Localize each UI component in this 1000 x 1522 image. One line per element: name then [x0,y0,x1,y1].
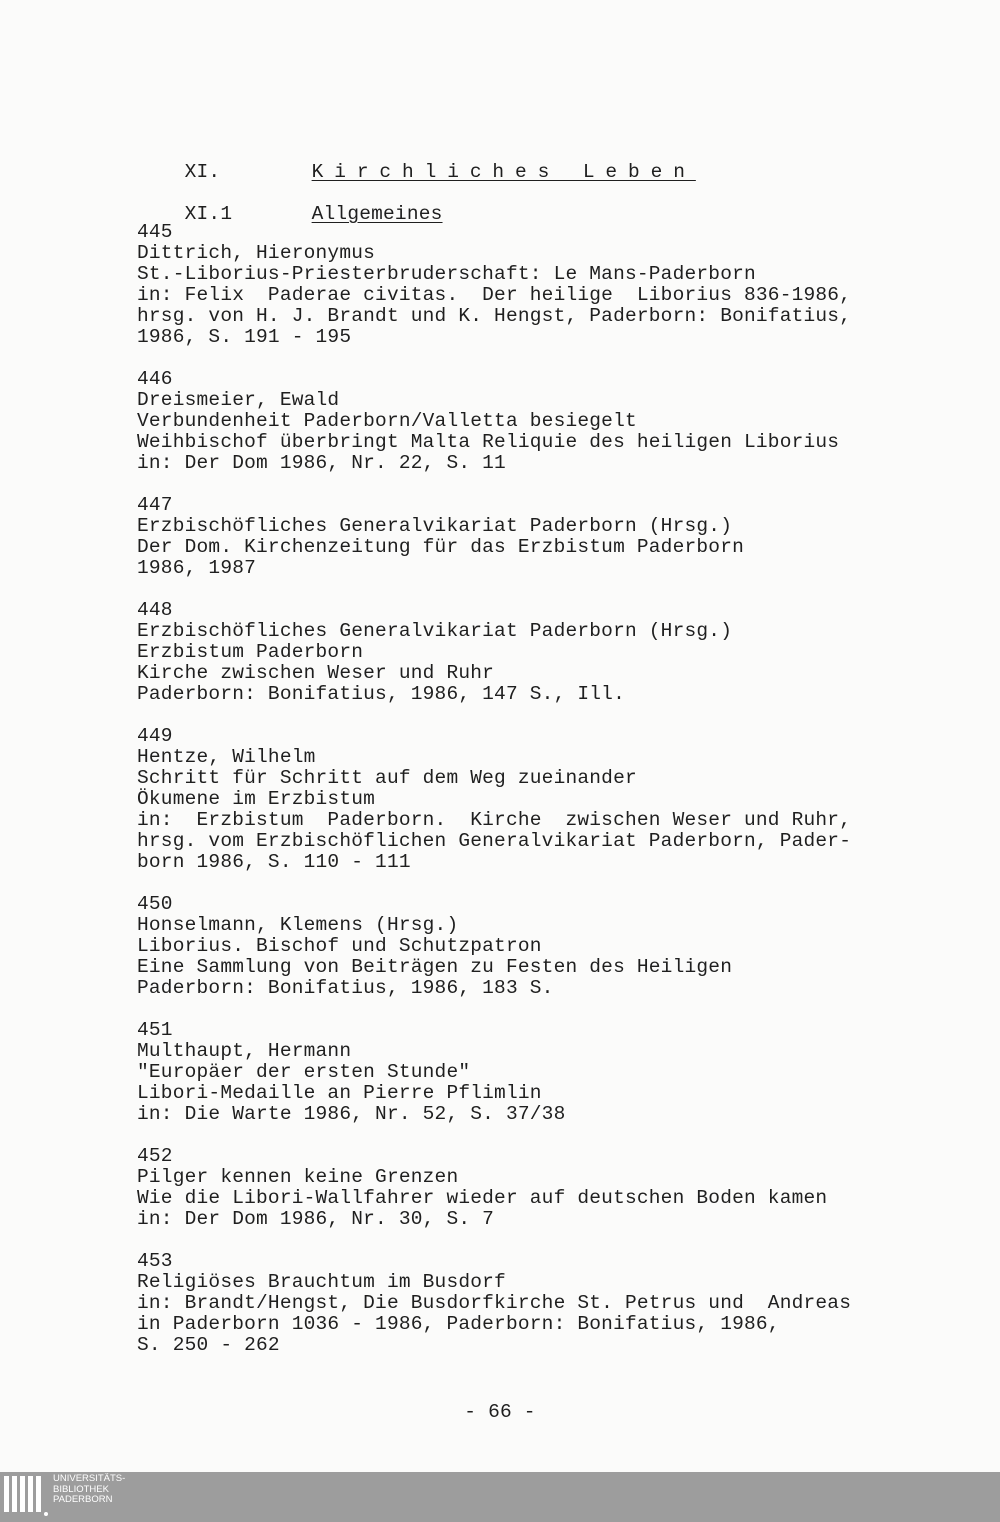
entry-number: 445 [137,221,173,243]
bibliography-list [137,222,917,1377]
entry-line: Paderborn: Bonifatius, 1986, 183 S. [137,977,554,999]
entry-number: 451 [137,1019,173,1041]
bibliography-entry [137,1146,917,1230]
entry-line: 1986, S. 191 - 195 [137,326,352,348]
entry-line: Weihbischof überbringt Malta Reliquie des heiligen Liborius [137,431,840,453]
entry-line: in: Der Dom 1986, Nr. 22, S. 11 [137,452,506,474]
entry-line: St.-Liborius-Priesterbruderschaft: Le Mans-Paderborn [137,263,756,285]
entry-line: in: Brandt/Hengst, Die Busdorfkirche St. Petrus und Andreas [137,1292,852,1314]
entry-line: Kirche zwischen Weser und Ruhr [137,662,495,684]
entry-number: 448 [137,599,173,621]
entry-line: Paderborn: Bonifatius, 1986, 147 S., Ill. [137,683,625,705]
bibliography-entry [137,600,917,705]
entry-line: in Paderborn 1036 - 1986, Paderborn: Bonifatius, 1986, [137,1313,780,1335]
entry-line: S. 250 - 262 [137,1334,280,1356]
entry-line: in: Der Dom 1986, Nr. 30, S. 7 [137,1208,495,1230]
entry-number: 447 [137,494,173,516]
bibliography-entry [137,1020,917,1125]
entry-line: in: Die Warte 1986, Nr. 52, S. 37/38 [137,1103,566,1125]
entry-line: Pilger kennen keine Grenzen [137,1166,459,1188]
entry-line: hrsg. von H. J. Brandt und K. Hengst, Paderborn: Bonifatius, [137,305,852,327]
entry-number: 453 [137,1250,173,1272]
library-name-line: UNIVERSITÄTS- [53,1473,126,1484]
entry-line: born 1986, S. 110 - 111 [137,851,411,873]
entry-line: Honselmann, Klemens (Hrsg.) [137,914,459,936]
entry-line: Verbundenheit Paderborn/Valletta besiegelt [137,410,637,432]
library-footer [0,1472,1000,1522]
entry-line: Libori-Medaille an Pierre Pflimlin [137,1082,542,1104]
entry-line: in: Felix Paderae civitas. Der heilige Liborius 836-1986, [137,284,852,306]
library-name [53,1474,125,1506]
bibliography-entry [137,726,917,873]
entry-line: hrsg. vom Erzbischöflichen Generalvikariat Paderborn, Pader- [137,830,852,852]
entry-line: Der Dom. Kirchenzeitung für das Erzbistum Paderborn [137,536,744,558]
bibliography-entry [137,369,917,474]
library-name-line: BIBLIOTHEK [53,1483,109,1495]
entry-line: Wie die Libori-Wallfahrer wieder auf deutschen Boden kamen [137,1187,828,1209]
entry-line: Erzbischöfliches Generalvikariat Paderborn (Hrsg.) [137,515,733,537]
bibliography-entry [137,222,917,348]
subsection-title: Allgemeines [311,203,443,225]
entry-number: 452 [137,1145,173,1167]
library-name-line: PADERBORN [53,1494,113,1505]
entry-number: 450 [137,893,173,915]
entry-line: Erzbischöfliches Generalvikariat Paderborn (Hrsg.) [137,620,733,642]
entry-line: Religiöses Brauchtum im Busdorf [137,1271,506,1293]
page-number: - 66 - [464,1401,536,1423]
entry-line: Dittrich, Hieronymus [137,242,376,264]
entry-line: Multhaupt, Hermann [137,1040,352,1062]
entry-line: Hentze, Wilhelm [137,746,316,768]
entry-number: 446 [137,368,173,390]
section-number: XI. [184,161,221,183]
entry-line: Schritt für Schritt auf dem Weg zueinander [137,767,637,789]
section-title: Kirchliches Leben [311,161,696,183]
entry-line: Dreismeier, Ewald [137,389,340,411]
entry-line: Eine Sammlung von Beiträgen zu Festen des Heiligen [137,956,733,978]
entry-line: Ökumene im Erzbistum [137,788,376,810]
subsection-number: XI.1 [184,203,233,225]
entry-number: 449 [137,725,173,747]
bibliography-entry [137,1251,917,1356]
entry-line: in: Erzbistum Paderborn. Kirche zwischen Weser und Ruhr, [137,809,852,831]
entry-line: 1986, 1987 [137,557,257,579]
entry-line: "Europäer der ersten Stunde" [137,1061,471,1083]
bibliography-entry [137,894,917,999]
entry-line: Liborius. Bischof und Schutzpatron [137,935,542,957]
library-logo-icon [4,1474,48,1518]
entry-line: Erzbistum Paderborn [137,641,364,663]
bibliography-entry [137,495,917,579]
